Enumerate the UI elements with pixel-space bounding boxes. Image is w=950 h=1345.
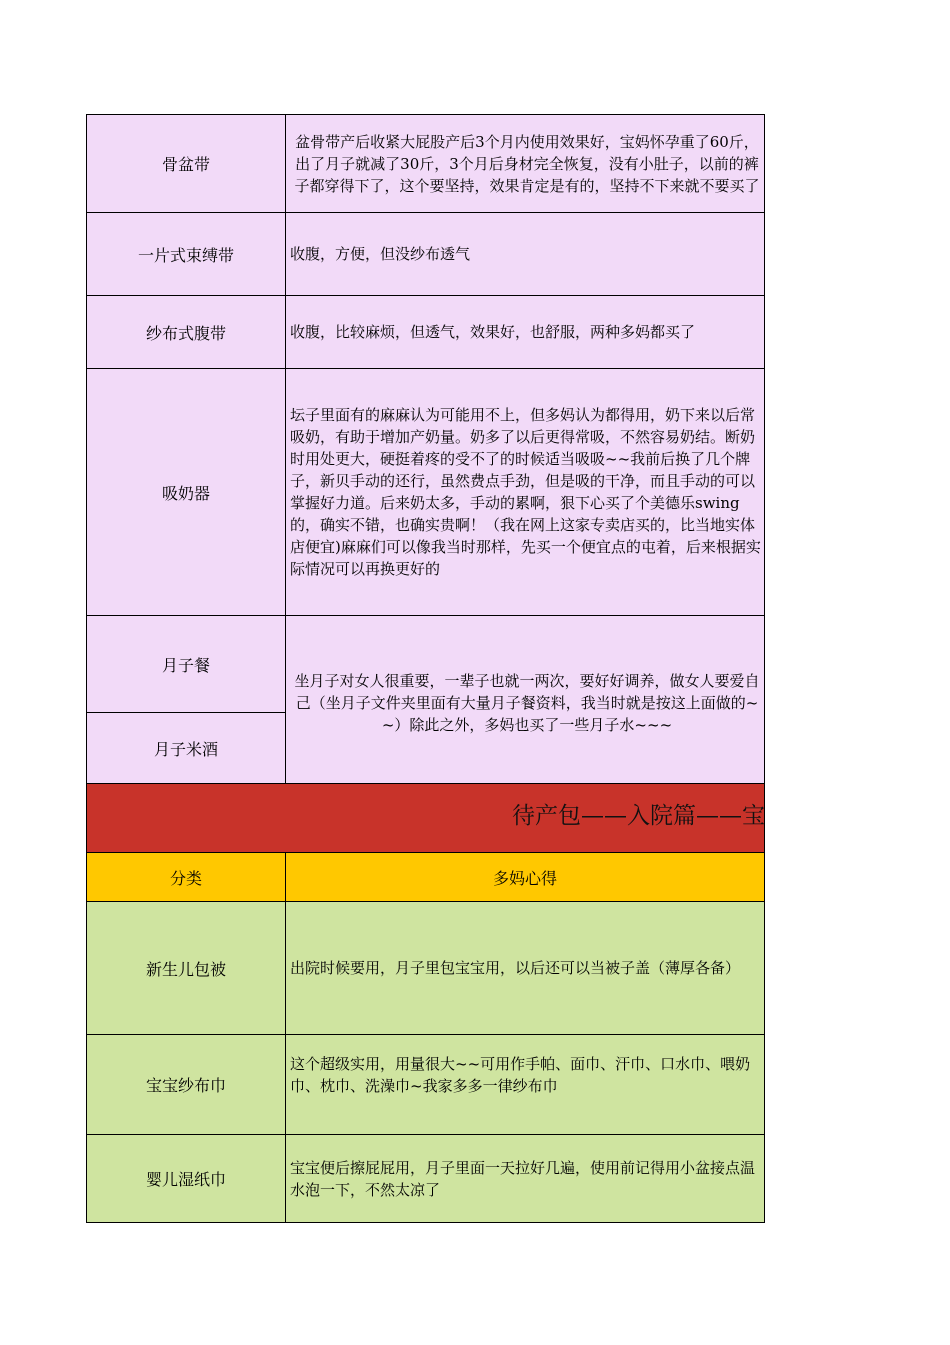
- category-cell-one-piece-binder: [86, 213, 285, 296]
- note-cell-confinement-merged: [285, 616, 765, 784]
- category-label: 婴儿湿纸巾: [145, 1170, 226, 1189]
- note-cell-breast-pump: [285, 369, 765, 616]
- category-cell-newborn-swaddle: [86, 902, 285, 1035]
- category-cell-gauze-belly-band: [86, 296, 285, 369]
- note-text: 出院时候要用，月子里包宝宝用，以后还可以当被子盖（薄厚各备）: [290, 959, 741, 977]
- header-notes: [285, 853, 765, 902]
- category-label: 吸奶器: [161, 483, 210, 503]
- header-notes-label: 多妈心得: [492, 868, 557, 888]
- banner-title: 待产包——入院篇——宝: [512, 803, 765, 829]
- category-cell-pelvic-belt: [86, 115, 285, 213]
- category-label: 一片式束缚带: [137, 245, 234, 265]
- note-cell-baby-wet-wipes: [285, 1135, 765, 1223]
- category-label: 骨盆带: [161, 155, 210, 174]
- note-cell-one-piece-binder: [285, 213, 765, 296]
- note-text: 收腹，比较麻烦，但透气，效果好，也舒服，两种多妈都买了: [290, 323, 696, 341]
- note-text: 这个超级实用，用量很大~~可用作手帕、面巾、汗巾、口水巾、喂奶巾、枕巾、洗澡巾~我家多多一律纱布巾: [290, 1054, 751, 1095]
- header-category-label: 分类: [169, 868, 202, 888]
- note-cell-pelvic-belt: [285, 115, 765, 213]
- note-text: 盆骨带产后收紧大屁股产后3个月内使用效果好，宝妈怀孕重了60斤，出了月子就减了30斤，3个月后身材完全恢复，没有小肚子，以前的裤子都穿得下了，这个要坚持，效果肯定是有的，坚持不下来就不要买了: [294, 132, 760, 195]
- note-text: 宝宝便后擦屁屁用，月子里面一天拉好几遍，使用前记得用小盆接点温水泡一下，不然太凉了: [290, 1158, 756, 1199]
- note-text: 坛子里面有的麻麻认为可能用不上，但多妈认为都得用，奶下来以后常吸奶，有助于增加产奶量。奶多了以后更得常吸，不然容易奶结。断奶时用处更大，硬挺着疼的受不了的时候适当吸吸~~我前后换了几个牌子，新贝手动的还行，虽然费点手劲，但是吸的干净，而且手动的可以掌握好力道。后来奶太多，手动的累啊，狠下心买了个美德乐swing的，确实不错，也确实贵啊！（我在网上这家专卖店买的，比当地实体店便宜)麻麻们可以像我当时那样，先买一个便宜点的屯着，后来根据实际情况可以再换更好的: [290, 406, 761, 578]
- note-cell-baby-gauze-towel: [285, 1035, 765, 1135]
- note-text: 坐月子对女人很重要，一辈子也就一两次，要好好调养，做女人要爱自己（坐月子文件夹里面有大量月子餐资料，我当时就是按这上面做的~~）除此之外，多妈也买了一些月子水~~~: [294, 671, 760, 734]
- category-label: 纱布式腹带: [145, 323, 226, 343]
- category-label: 新生儿包被: [145, 959, 226, 979]
- category-label: 宝宝纱布巾: [145, 1076, 226, 1095]
- category-label: 月子米酒: [153, 739, 218, 759]
- note-cell-gauze-belly-band: [285, 296, 765, 369]
- category-label: 月子餐: [161, 655, 210, 675]
- category-cell-baby-gauze-towel: [86, 1035, 285, 1135]
- category-cell-breast-pump: [86, 369, 285, 616]
- note-text: 收腹，方便，但没纱布透气: [290, 245, 471, 263]
- category-cell-confinement-meals: [86, 616, 285, 713]
- note-cell-newborn-swaddle: [285, 902, 765, 1035]
- header-category: [86, 853, 285, 902]
- category-cell-confinement-rice-wine: [86, 713, 285, 784]
- category-cell-baby-wet-wipes: [86, 1135, 285, 1223]
